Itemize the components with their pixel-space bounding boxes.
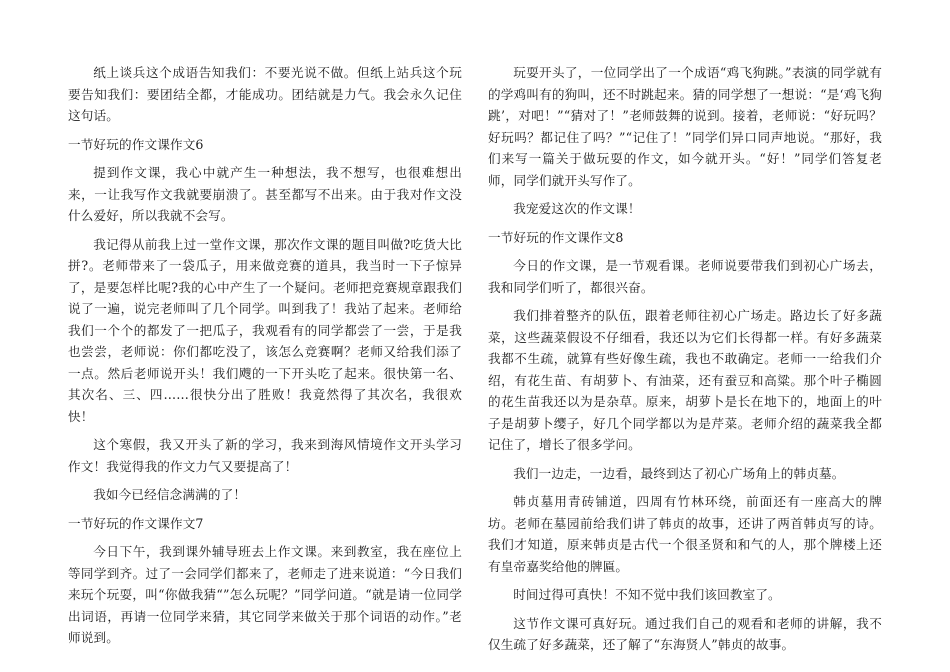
section-heading: 一节好玩的作文课作文7 [68, 515, 204, 531]
paragraph: 纸上谈兵这个成语告知我们：不要光说不做。但纸上站兵这个玩要告知我们：要团结全都，才能成功。团结就是力气。我会永久记住这句话。 [68, 65, 462, 123]
spacer [488, 484, 882, 491]
spacer [68, 506, 462, 513]
paragraph: 玩耍开头了，一位同学出了一个成语“鸡飞狗跳。”表演的同学就有的学鸡叫有的狗叫，还不时跳起来。猜的同学想了一想说：“是‘鸡飞狗跳’，对吧！”“猜对了！”老师鼓舞的说到。接着，老师说：“好玩吗？好玩吗？都记住了吗？”“记住了！”同学们异口同声地说。“那好，我们来写一篇关于做玩耍的作文，如今就开头。“好！”同学们答复老师，同学们就开头写作了。 [488, 65, 882, 188]
paragraph: 今日下午，我到课外辅导班去上作文课。来到教室，我在座位上等同学到齐。过了一会同学们都来了，老师走了进来说道：“今日我们来玩个玩耍，叫“你做我猜“”怎么玩呢？”同学问道。“就是请一位同学出词语，再请一位同学来猜，其它同学来做关于那个词语的动作。”老师说到。 [68, 544, 462, 645]
spacer [488, 456, 882, 463]
paragraph: 这节作文课可真好玩。通过我们自己的观看和老师的讲解，我不仅生疏了好多蔬菜，还了解了“东海贤人”韩贞的故事。 [488, 615, 882, 652]
spacer [488, 248, 882, 255]
paragraph: 时间过得可真快！不知不觉中我们该回教室了。 [513, 587, 781, 602]
paragraph: 我记得从前我上过一堂作文课，那次作文课的题目叫做?吃货大比拼?。老师带来了一袋瓜子，用来做竞赛的道具，我当时一下子惊异了，是要怎样比呢?我的心中产生了一个疑问。老师把竞赛规章跟我们说了一遍，说完老师叫了几个同学。叫到我了！我站了起来。老师给我们一个个的都发了一把瓜子，我观看有的同学都尝了一尝，于是我也尝尝，老师说：你们都吃没了，该怎么竞赛啊？老师又给我们添了一点。然后老师说开头！我们飕的一下开头吃了起来。很快第一名、其次名、三、四……很快分出了胜败！我竟然得了其次名，我很欢快！ [68, 236, 462, 424]
spacer [68, 427, 462, 434]
section-heading: 一节好玩的作文课作文8 [488, 229, 624, 245]
paragraph: 我们排着整齐的队伍，跟着老师往初心广场走。路边长了好多蔬菜，这些蔬菜假设不仔细看，我还以为它们长得都一样。有好多蔬菜我都不生疏，就算有些好像生疏，我也不敢确定。老师一一给我们介绍，有花生苗、有胡萝卜、有油菜，还有蚕豆和高粱。那个叶子椭圆的花生苗我还以为是杂草。原来，胡萝卜是长在地下的，地面上的叶子是胡萝卜缨子，好几个同学都以为是芹菜。老师介绍的蔬菜我全都记住了，增长了很多学问。 [488, 308, 882, 452]
spacer [68, 155, 462, 162]
paragraph: 这个寒假，我又开头了新的学习，我来到海风情境作文开头学习作文！我觉得我的作文力气又要提高了！ [68, 437, 462, 474]
spacer [488, 606, 882, 613]
left-column [68, 62, 462, 649]
spacer [488, 220, 882, 227]
paragraph: 我如今已经信念满满的了！ [93, 487, 247, 502]
paragraph: 今日的作文课，是一节观看课。老师说要带我们到初心广场去，我和同学们听了，都很兴奋。 [488, 258, 882, 295]
section-heading: 一节好玩的作文课作文6 [68, 136, 204, 152]
paragraph: 我们一边走，一边看，最终到达了初心广场角上的韩贞墓。 [513, 465, 845, 481]
paragraph: 提到作文课，我心中就产生一种想法，我不想写，也很难想出来，一让我写作文我就要崩溃了。甚至都写不出来。由于我对作文没什么爱好，所以我就不会写。 [68, 165, 462, 223]
spacer [68, 534, 462, 541]
paragraph: 我宠爱这次的作文课！ [513, 201, 641, 216]
spacer [488, 191, 882, 198]
paragraph: 韩贞墓用青砖铺道，四周有竹林环绕，前面还有一座高大的牌坊。老师在墓园前给我们讲了韩贞的故事，还讲了两首韩贞写的诗。我们才知道，原来韩贞是古代一个很圣贤和和气的人，那个牌楼上还有皇帝嘉奖给他的牌匾。 [488, 494, 882, 574]
spacer [488, 577, 882, 584]
right-column [488, 62, 882, 656]
spacer [68, 127, 462, 134]
spacer [68, 477, 462, 484]
spacer [488, 298, 882, 305]
spacer [68, 227, 462, 234]
